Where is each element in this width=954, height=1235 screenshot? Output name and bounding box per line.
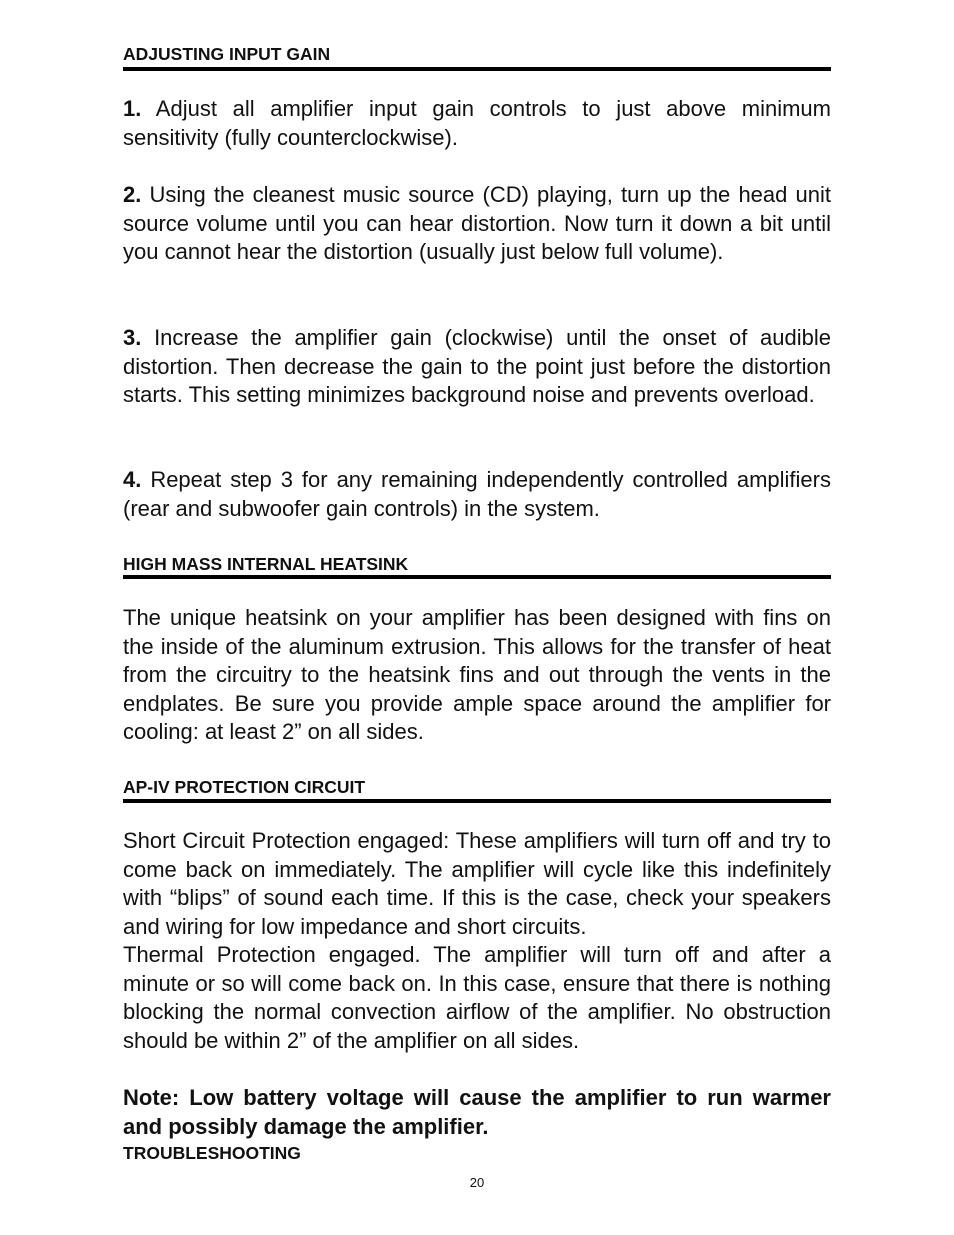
heading-rule: [123, 575, 831, 579]
step-text: Increase the amplifier gain (clockwise) until the onset of audible distortion. Then decrease the gain to the point just before the distortion starts. This setting minimizes background noise and prevents overload.: [123, 325, 831, 408]
heatsink-paragraph: The unique heatsink on your amplifier has been designed with fins on the inside of the aluminum extrusion. This allows for the transfer of heat from the circuitry to the heatsink fins and out through the vents in the endplates. Be sure you provide ample space around the amplifier for cooling: at least 2” on all sides.: [123, 605, 831, 745]
step-number: 2.: [123, 182, 142, 207]
short-circuit-paragraph: Short Circuit Protection engaged: These amplifiers will turn off and try to come back on immediately. The amplifier will cycle like this indefinitely with “blips” of sound each time. If this is the case, check your speakers and wiring for low impedance and short circuits.: [123, 828, 831, 939]
step-text: Adjust all amplifier input gain controls to just above minimum sensitivity (fully counterclockwise).: [123, 96, 831, 150]
heading-troubleshooting: TROUBLESHOOTING: [123, 1143, 301, 1163]
heading-protection-circuit: AP-IV PROTECTION CIRCUIT: [123, 777, 366, 797]
step-1: [123, 95, 831, 152]
step-number: 3.: [123, 325, 142, 350]
step-3: [123, 324, 831, 410]
heading-heatsink: HIGH MASS INTERNAL HEATSINK: [123, 554, 409, 574]
heading-rule: [123, 67, 831, 71]
step-number: 1.: [123, 96, 142, 121]
heading-rule: [123, 799, 831, 803]
step-2: [123, 181, 831, 267]
step-text: Using the cleanest music source (CD) playing, turn up the head unit source volume until you can hear distortion. Now turn it down a bit until you cannot hear the distortion (usually just below full volume).: [123, 182, 831, 265]
step-4: [123, 466, 831, 523]
step-text: Repeat step 3 for any remaining independently controlled amplifiers (rear and subwoofer gain controls) in the system.: [123, 467, 831, 521]
heading-adjusting-input-gain: ADJUSTING INPUT GAIN: [123, 44, 331, 64]
step-number: 4.: [123, 467, 142, 492]
battery-note: Note: Low battery voltage will cause the amplifier to run warmer and possibly damage the amplifier.: [123, 1085, 831, 1139]
thermal-paragraph: Thermal Protection engaged. The amplifier will turn off and after a minute or so will come back on. In this case, ensure that there is nothing blocking the normal convection airflow of the amplifier. No obstruction should be within 2” of the amplifier on all sides.: [123, 942, 831, 1053]
page-number: 20: [469, 1175, 485, 1190]
